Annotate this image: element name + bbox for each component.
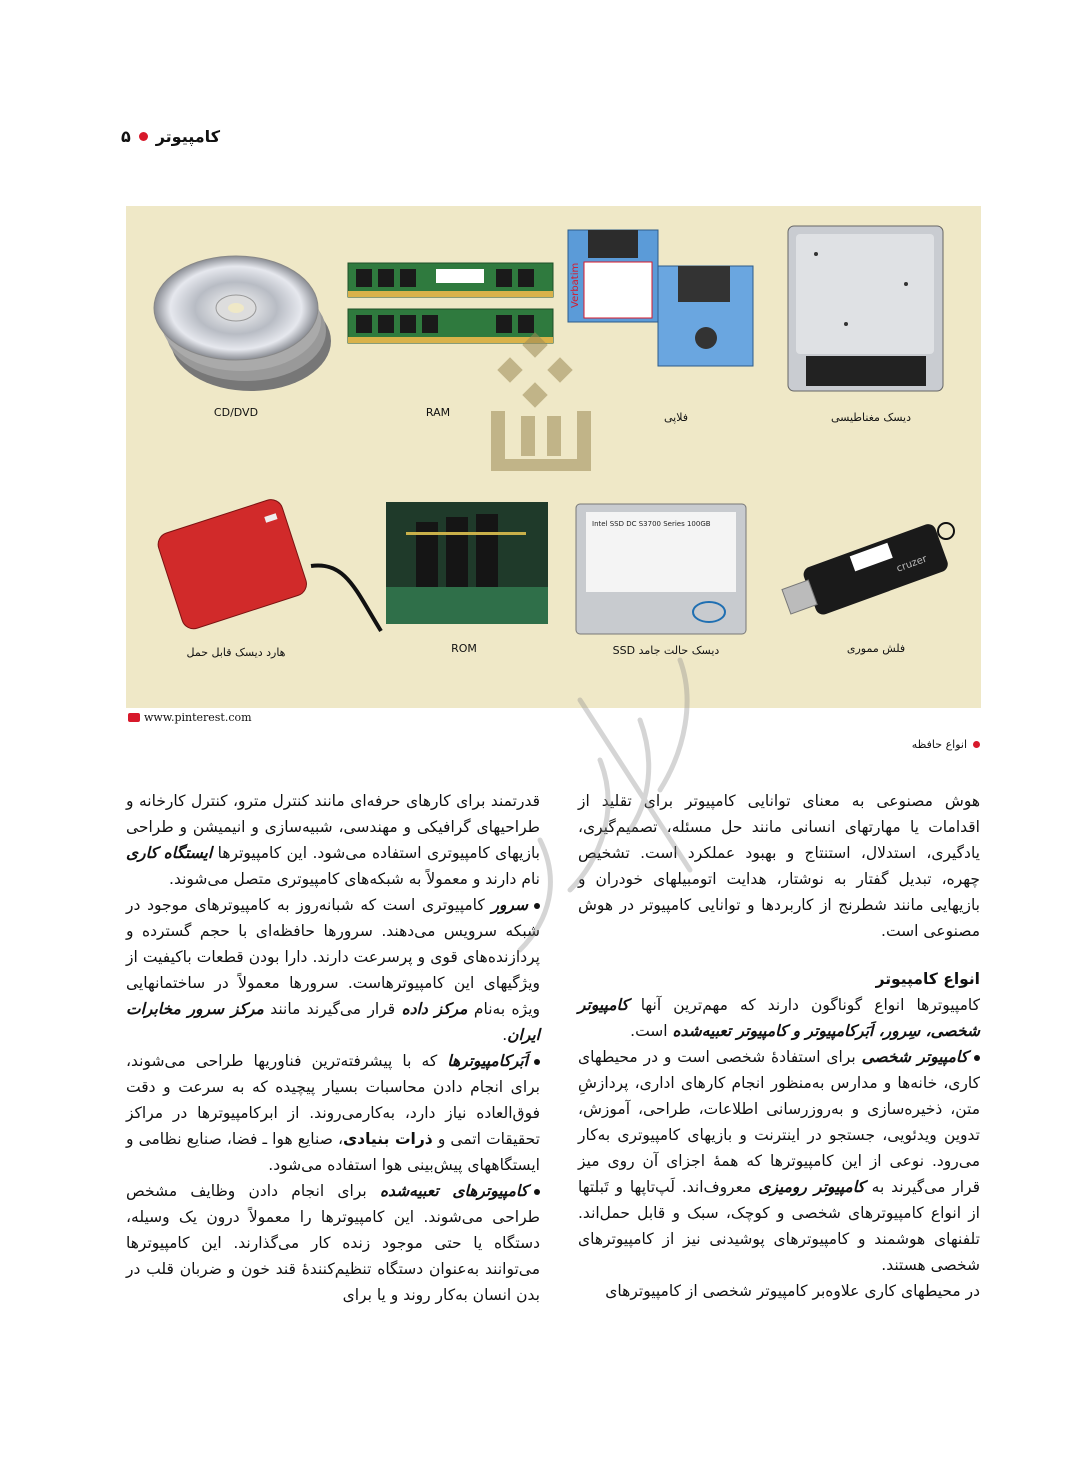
caption-ram: RAM bbox=[425, 406, 451, 419]
caption-cd: CD/DVD bbox=[213, 406, 259, 419]
figure-caption bbox=[912, 738, 980, 751]
caption-rom: ROM bbox=[451, 642, 477, 655]
cd-dvd-image bbox=[136, 246, 336, 396]
bullet-icon bbox=[534, 1059, 540, 1065]
right-column bbox=[578, 788, 980, 1304]
ssd-image bbox=[574, 502, 750, 638]
memory-figure bbox=[126, 206, 981, 708]
left-column bbox=[126, 788, 540, 1308]
flash-drive-image bbox=[776, 506, 966, 636]
personal-paragraph: کامپیوتر شخصی برای استفادهٔ شخصی است و در محیطهای کاری، خانه‌ها و مدارس به‌منظور انجام کارهای اداری، پردازشِ متن، ذخیره‌سازی و به‌روزرسانی اطلاعات، طراحی، آموزش، تدوین ویدئویی، جستجو در اینترنت و بازیهای کامپیوتری به‌کار می‌رود. نوعی از این کامپیوترها که همهٔ اجزای آن روی میز قرار می‌گیرند به کامپیوتر رومیزی معروف‌اند. لَپ‌تاپها و تَبلتها از انواع کامپیوترهای شخصی و کوچک، سبک و قابل حمل‌اند. تلفنهای هوشمند و کامپیوترهای پوشیدنی نیز از کامپیوترهای شخصی هستند. bbox=[578, 1048, 980, 1274]
ssd-label: Intel SSD DC S3700 Series 100GB bbox=[592, 520, 711, 528]
rom-image bbox=[386, 502, 548, 624]
page-header bbox=[120, 124, 220, 148]
caption-flash: فلش مموری bbox=[846, 642, 906, 655]
hdd-image bbox=[786, 224, 951, 399]
caption-floppy: فلاپی bbox=[663, 411, 689, 424]
caption-ssd: دیسک حالت جامد SSD bbox=[612, 644, 720, 657]
ai-paragraph: هوش مصنوعی به معنای توانایی کامپیوتر برای تقلید از اقدامات یا مهارتهای انسانی مانند حل مسئله، تصمیم‌گیری، یادگیری، استدلال، استنتاج و بهبود عملکرد است. تشخیص چهره، تبدیل گفتار به نوشتار، هدایت اتومبیلهای خودران و بازیهایی مانند شطرنج از کاربردها و توانایی کامپیوتر در هوش مصنوعی است. bbox=[578, 792, 980, 940]
floppy-image bbox=[566, 228, 766, 378]
caption-hdd: دیسک مغناطیسی bbox=[830, 411, 912, 424]
section-heading: انواع کامپیوتر bbox=[875, 970, 980, 988]
server-paragraph: سرور کامپیوتری است که شبانه‌روز به کامپیوترهای موجود در شبکه سرویس می‌دهند. سرورها حافظه‌ای با حجم گسترده و پردازنده‌های قوی و پرسرعت دارند. دارا بودن قطعات باکیفیت از ویژگیهای این کامپیوترهاست. سرورها معمولاً در ساختمانهایی ویژه به‌نام مرکز داده قرار می‌گیرند مانند مرکز سرور مخابرات ایران. bbox=[126, 896, 540, 1044]
header-dot-icon bbox=[139, 132, 148, 141]
portable-hdd-image bbox=[146, 491, 386, 641]
page-number: ۵ bbox=[120, 126, 131, 146]
supercomputer-paragraph: اَبَرکامپیوترها که با پیشرفته‌ترین فناوریها طراحی می‌شوند، برای انجام دادن محاسبات بسیار پیچیده که به سرعت و دقت فوق‌العاده نیاز دارد، به‌کارمی‌روند. از ابرکامپیوترها در مراکز تحقیقات اتمی و ذرات بنیادی، صنایع هوا ـ فضا، صنایع نظامی و ایستگاههای پیش‌بینی هوا استفاده می‌شود. bbox=[126, 1052, 540, 1174]
floppy-brand: Verbatim bbox=[570, 262, 581, 308]
ram-image bbox=[346, 261, 556, 351]
workplace-paragraph: در محیطهای کاری علاوه‌بر کامپیوتر شخصی از کامپیوترهای bbox=[605, 1282, 980, 1300]
caption-portable: هارد دیسک قابل حمل bbox=[186, 646, 286, 659]
pinterest-icon bbox=[128, 713, 140, 722]
embedded-paragraph: کامپیوترهای تعبیه‌شده برای انجام دادن وظایف مشخص طراحی می‌شوند. این کامپیوترها را معمولاً درون یک وسیله، دستگاه یا حتی موجود زنده کار می‌گذارند. این کامپیوترها می‌توانند به‌عنوان دستگاه تنظیم‌کنندهٔ قند خون و ضربان قلب در بدن انسان به‌کار روند و یا برای bbox=[126, 1182, 540, 1304]
bullet-icon bbox=[534, 1189, 540, 1195]
workstation-paragraph: قدرتمند برای کارهای حرفه‌ای مانند کنترل مترو، کنترل کارخانه و طراحیهای گرافیکی و مهندسی، شبیه‌سازی و انیمیشن و طراحی بازیهای کامپیوتری استفاده می‌شود. این کامپیوترها ایستگاه کاری نام دارند و معمولاً به شبکه‌های کامپیوتری متصل می‌شوند. bbox=[126, 792, 540, 888]
bullet-icon bbox=[974, 1055, 980, 1061]
flash-brand: cruzer bbox=[895, 553, 929, 575]
figure-title: انواع حافظه bbox=[911, 738, 967, 751]
caption-dot-icon bbox=[973, 741, 980, 748]
source-link[interactable]: www.pinterest.com bbox=[144, 711, 252, 724]
header-title: کامپیوتر bbox=[155, 126, 220, 146]
types-paragraph: کامپیوترها انواع گوناگون دارند که مهم‌ترین آنها کامپیوتر شخصی، سِرور، اَبَرکامپیوتر و کامپیوتر تعبیه‌شده است. bbox=[578, 996, 980, 1040]
bullet-icon bbox=[534, 903, 540, 909]
image-source bbox=[128, 711, 252, 724]
